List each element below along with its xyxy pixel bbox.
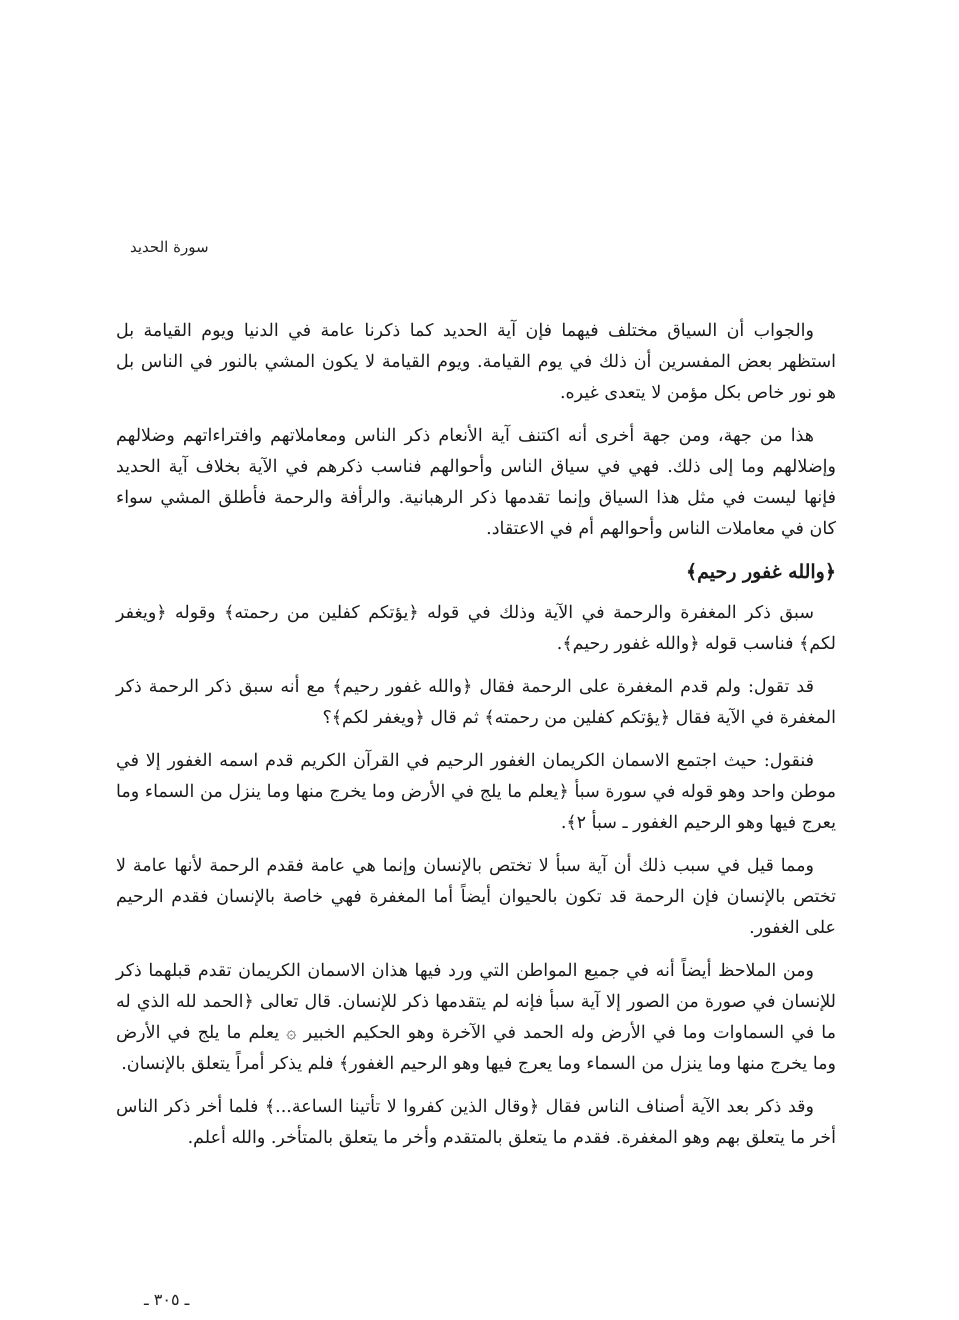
paragraph: ومما قيل في سبب ذلك أن آية سبأ لا تختص بالإنسان وإنما هي عامة فقدم الرحمة لأنها عامة لا تختص بالإنسان فإن الرحمة قد تكون بالحيوان أيضاً أما المغفرة فهي خاصة بالإنسان فقدم الرحيم على الغفور.	[116, 856, 836, 938]
body-text	[116, 316, 836, 1166]
paragraph: وقد ذكر بعد الآية أصناف الناس فقال ﴿وقال الذين كفروا لا تأتينا الساعة...﴾ فلما أخر ذكر الناس أخر ما يتعلق بهم وهو المغفرة. فقدم ما يتعلق بالمتقدم وأخر ما يتعلق بالمتأخر. والله أعلم.	[116, 1097, 836, 1148]
paragraph: فنقول: حيث اجتمع الاسمان الكريمان الغفور الرحيم في القرآن الكريم قدم اسمه الغفور إلا في موطن واحد وهو قوله في سورة سبأ ﴿يعلم ما يلج في الأرض وما يخرج منها وما ينزل من السماء وما يعرج فيها وهو الرحيم الغفور ـ سبأ ٢﴾.	[116, 751, 836, 833]
page-number: ـ ٣٠٥ ـ	[144, 1290, 190, 1309]
running-header: سورة الحديد	[130, 238, 209, 256]
paragraph: ومن الملاحظ أيضاً أنه في جميع المواطن التي ورد فيها هذان الاسمان الكريمان تقدم قبلهما ذكر للإنسان في صورة من الصور إلا آية سبأ فإنه لم يتقدمها ذكر للإنسان. قال تعالى ﴿الحمد لله الذي له ما في السماوات وما في الأرض وله الحمد في الآخرة وهو الحكيم الخبير ۞ يعلم ما يلج في الأرض وما يخرج منها وما ينزل من السماء وما يعرج فيها وهو الرحيم الغفور﴾ فلم يذكر أمراً يتعلق بالإنسان.	[116, 961, 836, 1074]
paragraph: سبق ذكر المغفرة والرحمة في الآية وذلك في قوله ﴿يؤتكم كفلين من رحمته﴾ وقوله ﴿ويغفر لكم﴾ فناسب قوله ﴿والله غفور رحيم﴾.	[116, 603, 836, 654]
paragraph: هذا من جهة، ومن جهة أخرى أنه اكتنف آية الأنعام ذكر الناس ومعاملاتهم وافتراءاتهم وضلالهم وإضلالهم وما إلى ذلك. فهي في سياق الناس وأحوالهم فناسب ذكرهم في الآية بخلاف آية الحديد فإنها ليست في مثل هذا السياق وإنما تقدمها ذكر الرهبانية. والرأفة والرحمة فأطلق المشي سواء كان في معاملات الناس وأحوالهم أم في الاعتقاد.	[116, 426, 836, 539]
paragraph: والجواب أن السياق مختلف فيهما فإن آية الحديد كما ذكرنا عامة في الدنيا ويوم القيامة بل استظهر بعض المفسرين أن ذلك في يوم القيامة. ويوم القيامة لا يكون المشي بالنور في الناس بل هو نور خاص بكل مؤمن لا يتعدى غيره.	[116, 321, 836, 403]
section-heading: ﴿والله غفور رحيم﴾	[685, 561, 836, 583]
paragraph: قد تقول: ولم قدم المغفرة على الرحمة فقال ﴿والله غفور رحيم﴾ مع أنه سبق ذكر الرحمة ذكر المغفرة في الآية فقال ﴿يؤتكم كفلين من رحمته﴾ ثم قال ﴿ويغفر لكم﴾؟	[116, 677, 836, 728]
